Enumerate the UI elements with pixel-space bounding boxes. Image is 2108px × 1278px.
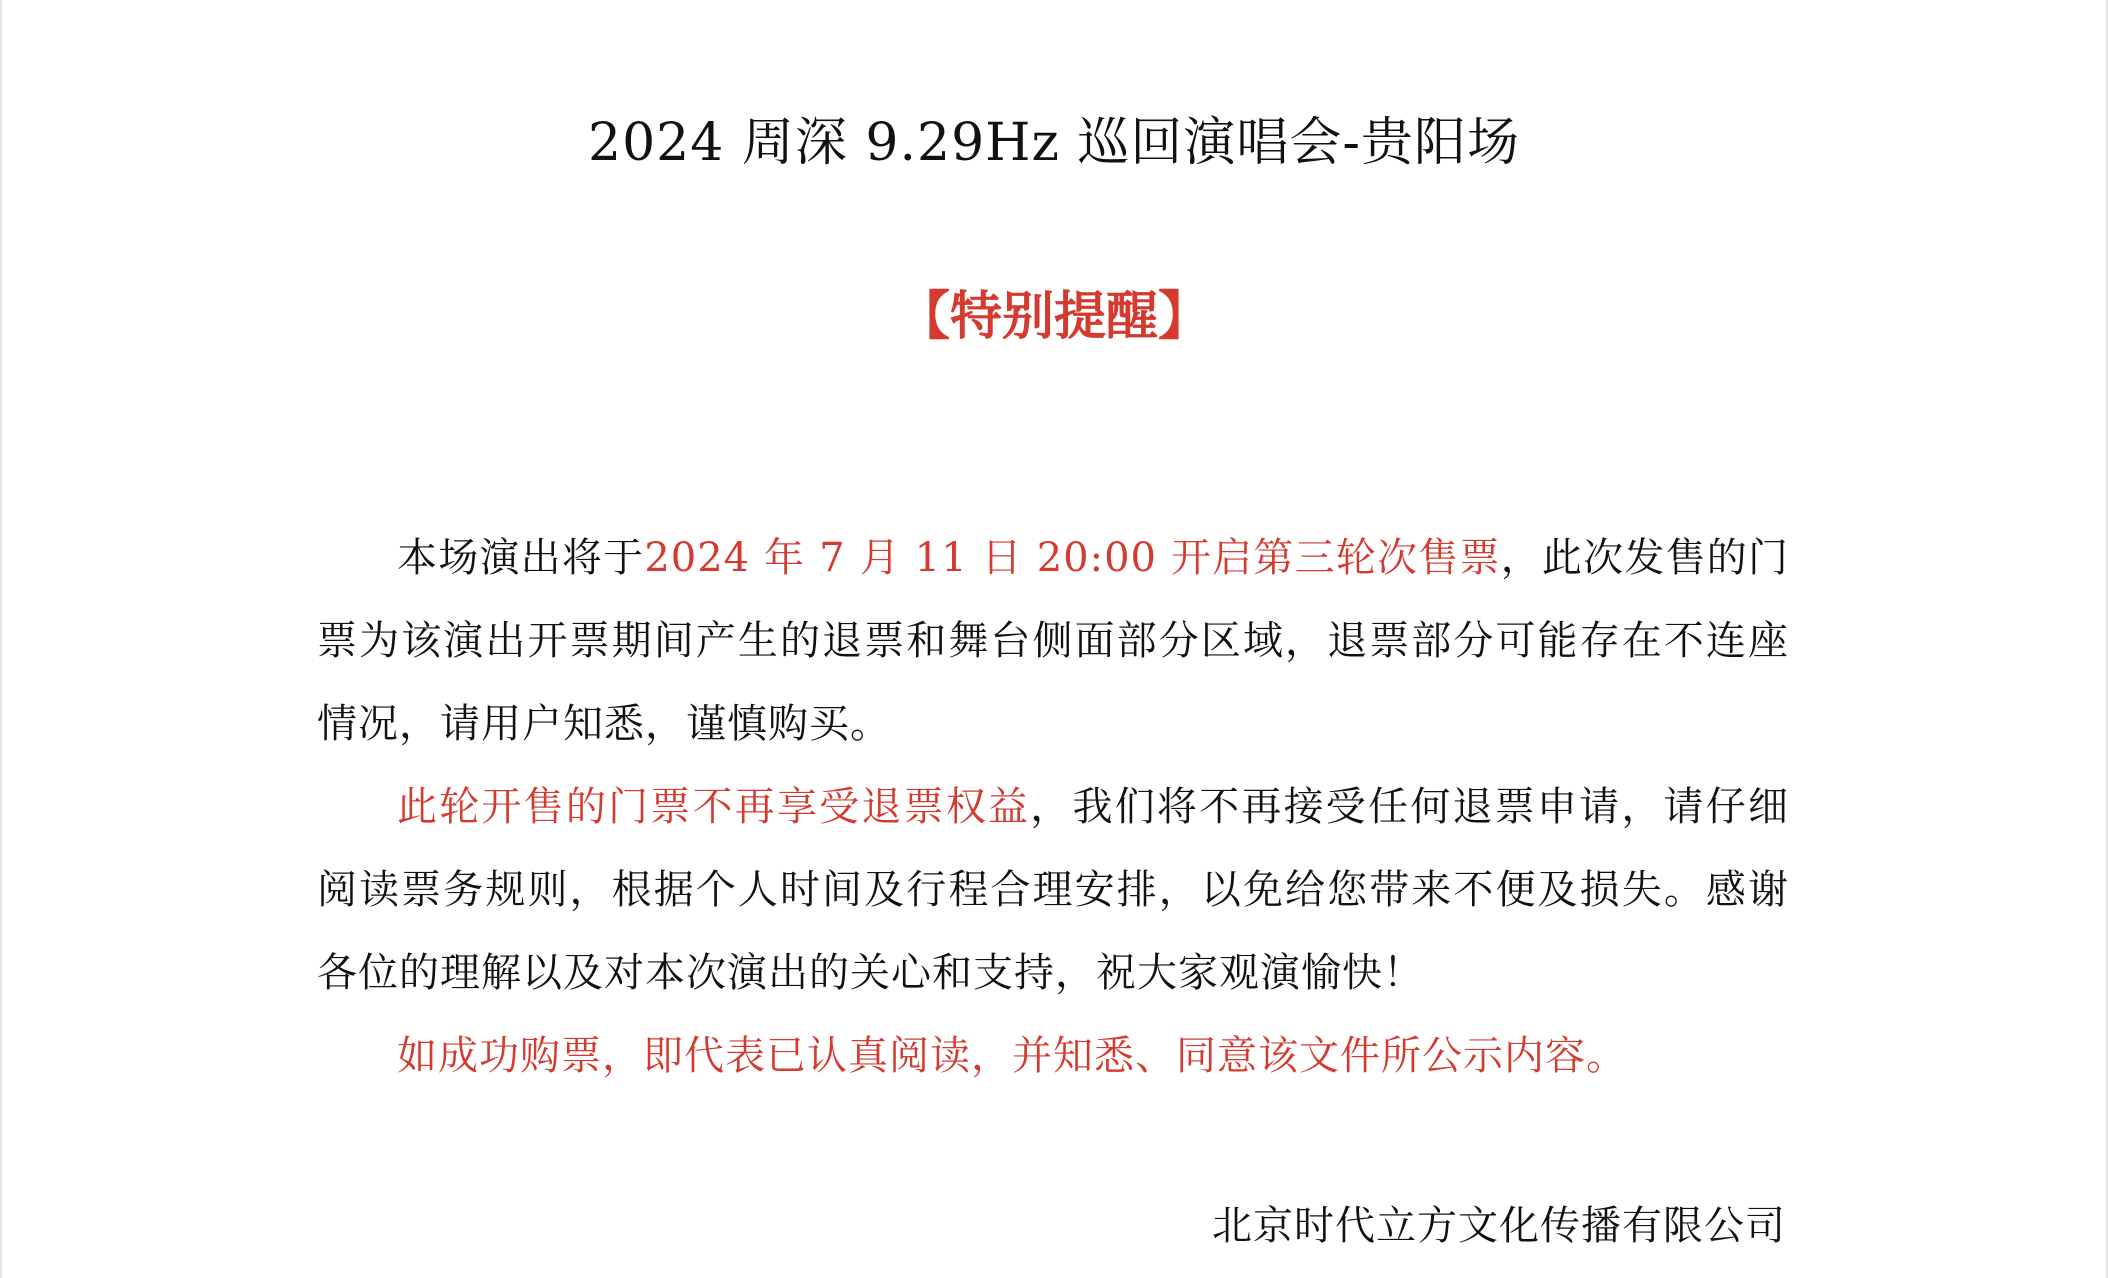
paragraph-text: ，我们将不再接受任何退票申请，请仔细阅读票务规则，根据个人时间及行程合理安排，以免给您带来不便及损失。感谢各位的理解以及对本次演出的关心和支持，祝大家观演愉快！ (317, 784, 1789, 996)
special-reminder-heading: 【特别提醒】 (897, 287, 1210, 347)
page-edge-left (0, 0, 2, 1278)
document-title: 2024 周深 9.29Hz 巡回演唱会-贵阳场 (587, 113, 1521, 173)
paragraph-ticket-sale (317, 517, 1789, 766)
sale-time-highlight: 2024 年 7 月 11 日 20:00 开启第三轮次售票 (644, 535, 1501, 581)
paragraph-text: ，此次发售的门票为该演出开票期间产生的退票和舞台侧面部分区域，退票部分可能存在不连座情况，请用户知悉，谨慎购买。 (317, 535, 1790, 747)
no-refund-highlight: 此轮开售的门票不再享受退票权益 (397, 784, 1031, 830)
acknowledgement-highlight: 如成功购票，即代表已认真阅读，并知悉、同意该文件所公示内容。 (397, 1033, 1627, 1079)
issuer-signature: 北京时代立方文化传播有限公司 (1212, 1203, 1786, 1249)
notice-body (317, 517, 1789, 1098)
paragraph-refund-policy (317, 766, 1789, 1015)
paragraph-acknowledgement (317, 1015, 1789, 1098)
paragraph-text: 本场演出将于 (397, 535, 645, 581)
